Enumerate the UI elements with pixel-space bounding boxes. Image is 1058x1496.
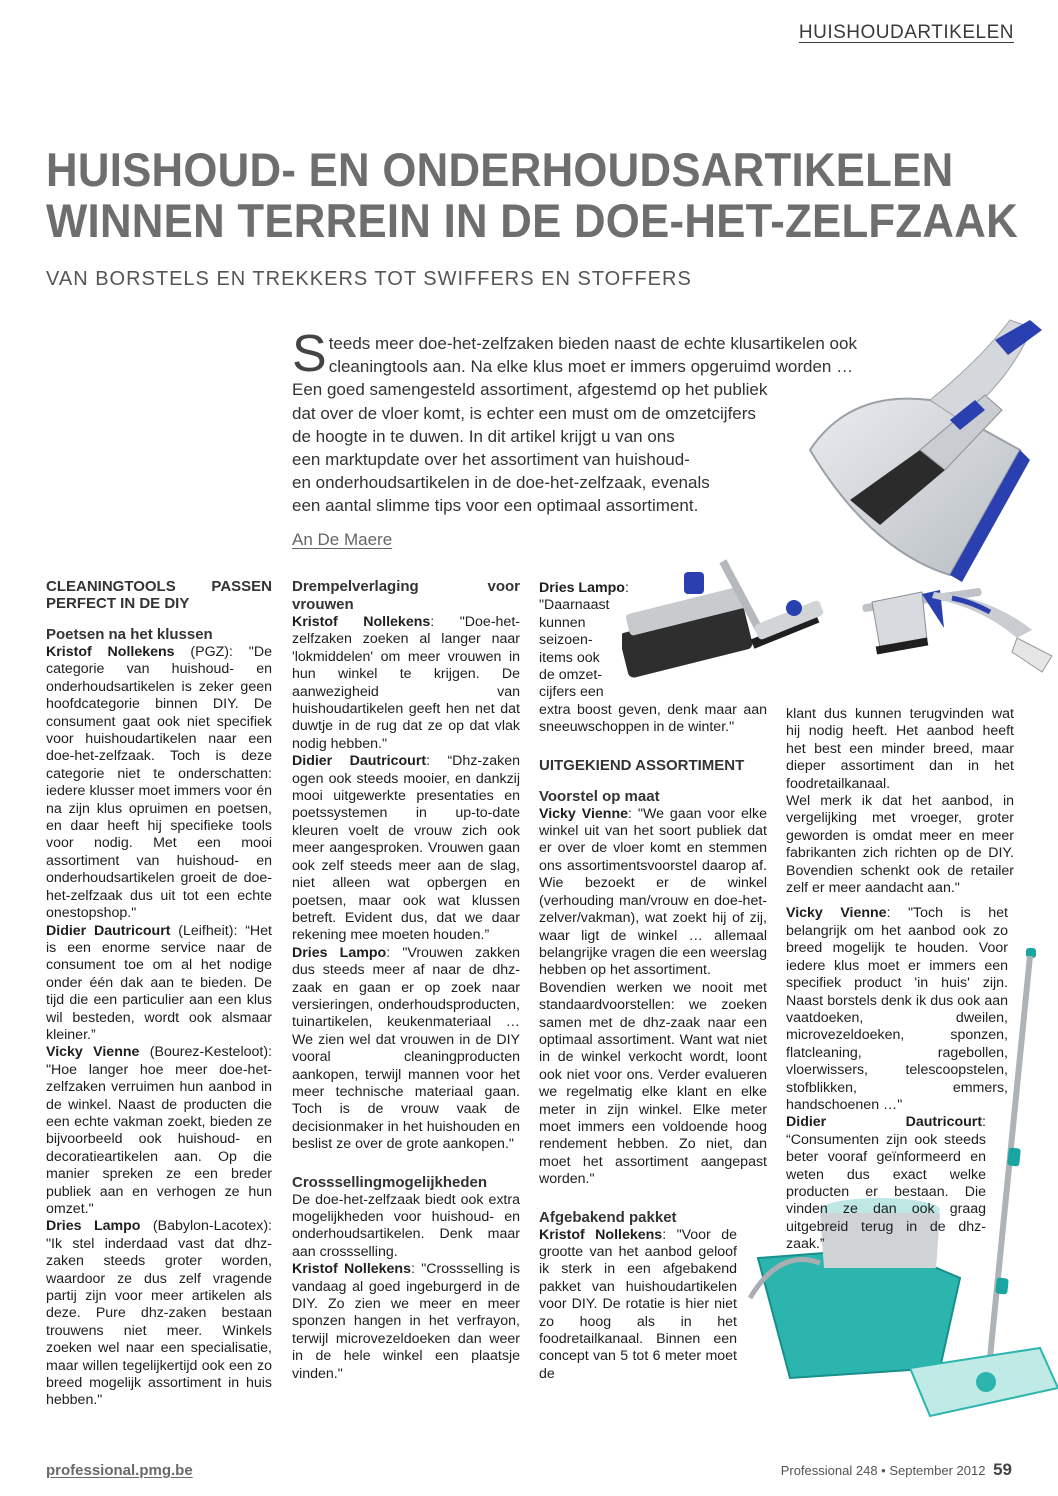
section-heading: CLEANINGTOOLS PASSEN PERFECT IN DE DIY <box>46 578 272 612</box>
article-title <box>46 143 1018 247</box>
speaker-name: Dries Lampo <box>292 944 387 961</box>
narrow-block <box>539 1209 737 1384</box>
speaker-name: Kristof Nollekens <box>539 1226 663 1243</box>
speaker-name: Kristof Nollekens <box>46 644 175 660</box>
column-3 <box>539 580 767 1383</box>
subheading: Afgebakend pakket <box>539 1208 677 1226</box>
paragraph: klant dus kunnen terugvinden wat hij nodig heeft. Het aanbod heeft het best een minder breed, maar dieper assortiment dan in het foodretailkanaal. <box>786 706 1014 792</box>
paragraph: Kristof Nollekens: "Voor de grootte van het aanbod geloof ik sterk in een afgebakend pakket van huishoudartikelen voor DIY. De rotatie is hier niet zo hoog als in het foodretailkanaal. Binnen een concept van 5 tot 6 meter moet de <box>539 1226 738 1382</box>
narrow-block <box>786 1114 986 1253</box>
paragraph: Kristof Nollekens (PGZ): "De categorie van huishoud- en onderhoudsartikelen is zeker geen hoofdcategorie binnen DIY. De consument gaat ook niet specifiek voor huishoudartikelen naar een doe-het-zelfzaak. Toch is deze categorie niet te onderschatten: iedere klusser moet immers voor én na zijn klus opruimen en poetsen, en daar heeft hij specifieke tools voor nodig. Met een mooi assortiment van huishoud- en onderhoudsartikelen groeit de doe-het-zelfzaak dus uit tot een echte onestopshop." <box>46 644 272 922</box>
paragraph: Dries Lampo (Babylon-Lacotex): "Ik stel inderdaad vast dat dhz-zaken steeds groter worden, waardoor ze dus zelf vragende partij zijn voor meer artikelen als deze. Pure dhz-zaken bestaan trouwens niet meer. Winkels zoeken wel naar een specialisatie, maar willen tegelijkertijd ook een zo breed mogelijk assortiment in huis hebben." <box>46 1218 272 1409</box>
speaker-name: Kristof Nollekens <box>292 1261 411 1278</box>
paragraph: Didier Dautricourt: “Consumenten zijn ook steeds beter vooraf geïnformeerd en weten dus exact welke producten er bestaan. Die vinden ze dan ook graag uitgebreid terug in de dhz-zaak.” <box>786 1114 986 1253</box>
page-footer <box>781 1460 1012 1480</box>
paragraph: Vicky Vienne: "We gaan voor elke winkel uit van het soort publiek dat er over de vloer komt en stemmen ons assortimentsvoorstel daarop af. Wie bezoekt er de winkel (verhouding man/vrouw en doe-het-zelver/vakman), wat zoekt hij of zij, waar ligt de winkel … allemaal belangrijke vragen die een weerslag hebben op het assortiment. <box>539 805 767 979</box>
paragraph: extra boost geven, denk maar aan sneeuwschoppen in de winter." <box>539 701 767 736</box>
paragraph: Kristof Nollekens: "Doe-het-zelfzaken zoeken al langer naar 'lokmiddelen' om meer vrouwen in hun winkel te krijgen. De aanwezigheid van huishoudartikelen geeft hen net dat duwtje in de rug dat ze op dat vlak nodig hebben." <box>292 614 520 752</box>
speaker-name: Dries Lampo <box>46 1218 141 1235</box>
paragraph: Dries Lampo: "Vrouwen zakken dus steeds meer af naar de dhz-zaak en gaan er op zoek naar versieringen, onderhoudsproducten, tuinartikelen, keukenmateriaal … We zien wel dat vrouwen in de DIY vooral cleaningproducten aankopen, terwijl mannen voor het meer technische materiaal gaan. Toch is de vrouw vaak de decisionmaker in het huishouden en beslist ze over de grote aankopen." <box>292 944 520 1153</box>
intro-line: en onderhoudsartikelen in de doe-het-zelfzaak, evenals <box>292 473 710 493</box>
subheading: Crosssellingmogelijkheden <box>292 1173 488 1191</box>
paragraph: De doe-het-zelfzaak biedt ook extra mogelijkheden voor huishoud- en onderhoudsartikelen. Denk maar aan crossselling. <box>292 1191 520 1260</box>
speaker-name: Vicky Vienne <box>539 805 629 822</box>
intro-line: Een goed samengesteld assortiment, afgestemd op het publiek <box>292 380 768 400</box>
subheading: Poetsen na het klussen <box>46 626 213 643</box>
title-line-1: HUISHOUD- EN ONDERHOUDSARTIKELEN <box>46 143 954 196</box>
issue-info: Professional 248 • September 2012 <box>780 1463 986 1478</box>
drop-cap: S <box>292 325 327 383</box>
speaker-name: Didier Dautricourt <box>46 922 171 939</box>
subheading: Voorstel op maat <box>539 787 660 805</box>
column-2 <box>292 578 520 1383</box>
speaker-name: Dries Lampo <box>539 580 625 596</box>
article-subtitle: VAN BORSTELS EN TREKKERS TOT SWIFFERS EN STOFFERS <box>46 268 692 290</box>
narrow-block <box>786 905 1008 1114</box>
speaker-name: Vicky Vienne <box>46 1044 140 1061</box>
speaker-name: Kristof Nollekens <box>292 614 431 630</box>
paragraph: Vicky Vienne (Bourez-Kesteloot): "Hoe langer hoe meer doe-het-zelfzaken verruimen hun aanbod in de winkel. Naast de producten die een echte vakman zoekt, bieden ze bijvoorbeeld ook huishoud- en decoratieartikelen aan. Op die manier spreken ze een breder publiek aan en verhogen ze hun omzet." <box>46 1044 272 1217</box>
intro-line: een marktupdate over het assortiment van huishoud- <box>292 450 690 470</box>
intro-line: een aantal slimme tips voor een optimaal assortiment. <box>292 496 699 516</box>
intro-line: dat over de vloer komt, is echter een must om de omzetcijfers <box>292 403 756 423</box>
subheading: Drempelverlaging voor vrouwen <box>292 578 520 613</box>
website-link[interactable]: professional.pmg.be <box>46 1462 193 1479</box>
title-line-2: WINNEN TERREIN IN DE DOE-HET-ZELFZAAK <box>46 194 1018 247</box>
article-intro <box>292 325 857 518</box>
intro-line: teeds meer doe-het-zelfzaken bieden naast de echte klusartikelen ook <box>328 334 857 353</box>
intro-line: de hoogte in te duwen. In dit artikel krijgt u van ons <box>292 426 675 446</box>
speaker-name: Vicky Vienne <box>786 905 887 922</box>
page-number: 59 <box>993 1460 1012 1479</box>
paragraph: Kristof Nollekens: "Crossselling is vandaag al goed ingeburgerd in de DIY. Zo zien we meer en meer sponzen hangen in het verfrayon, terwijl microvezeldoeken dan weer in de hele winkel een plaatsje vinden." <box>292 1261 520 1382</box>
author-link[interactable]: An De Maere <box>292 530 393 549</box>
section-heading: UITGEKIEND ASSORTIMENT <box>539 756 745 774</box>
intro-line: cleaningtools aan. Na elke klus moet er immers opgeruimd worden … <box>328 357 854 377</box>
dustpan-brush-image <box>770 300 1058 590</box>
speaker-name: Didier Dautricourt <box>786 1114 983 1131</box>
section-tag: HUISHOUDARTIKELEN <box>798 22 1014 43</box>
paragraph: Wel merk ik dat het aanbod, in vergelijking met vroeger, groter geworden is omdat meer en meer fabrikanten zich richten op de DIY. Bovendien schenkt ook de retailer zelf er meer aandacht aan." <box>786 793 1014 897</box>
column-4 <box>786 706 1014 1254</box>
speaker-name: Didier Dautricourt <box>292 753 427 770</box>
column-1 <box>46 578 272 1410</box>
paragraph: Bovendien werken we nooit met standaardvoorstellen: we zoeken samen met de dhz-zaak naar een optimaal assortiment. Want wat niet in de winkel verkocht wordt, loont ook niet voor ons. Verder evalueren we regelmatig elke klant en elke meter in zijn winkel. Elke meter moet immers een voldoende hoog rendement hebben. Zo niet, dan moet het assortiment aangepast worden." <box>539 979 767 1188</box>
paragraph: Didier Dautricourt (Leifheit): “Het is een enorme service naar de consument toe om al het nodige onder één dak aan te bieden. De tijd die een particulier aan een klus wil besteden, wordt ook alsmaar kleiner.” <box>46 922 273 1043</box>
narrow-paragraph: Dries Lampo: "Daarnaast kunnen seizoen- items ook de omzet- cijfers een <box>539 580 629 701</box>
paragraph: Didier Dautricourt: “Dhz-zaken ogen ook steeds mooier, en dankzij mooi uitgewerkte presentaties en poetssystemen in up-to-date kleuren voelt de vrouw zich ook meer aangesproken. Vrouwen gaan ook zelf steeds meer aan de slag, niet alleen wat opbergen en poetsen, maar ook wat klussen betreft. Evident dus, dat we daar rekening mee moeten houden.” <box>292 753 520 944</box>
paragraph: Vicky Vienne: "Toch is het belangrijk om het aanbod ook zo breed mogelijk te houden. Voor iedere klus moet er immers een specifiek product 'in huis' zijn. Naast borstels denk ik dus ook aan vaatdoeken, dweilen, microvezeldoeken, sponzen, flatcleaning, ragebollen, vloerwissers, telescoopstelen, stofblikken, emmers, handschoenen …" <box>786 905 1008 1113</box>
